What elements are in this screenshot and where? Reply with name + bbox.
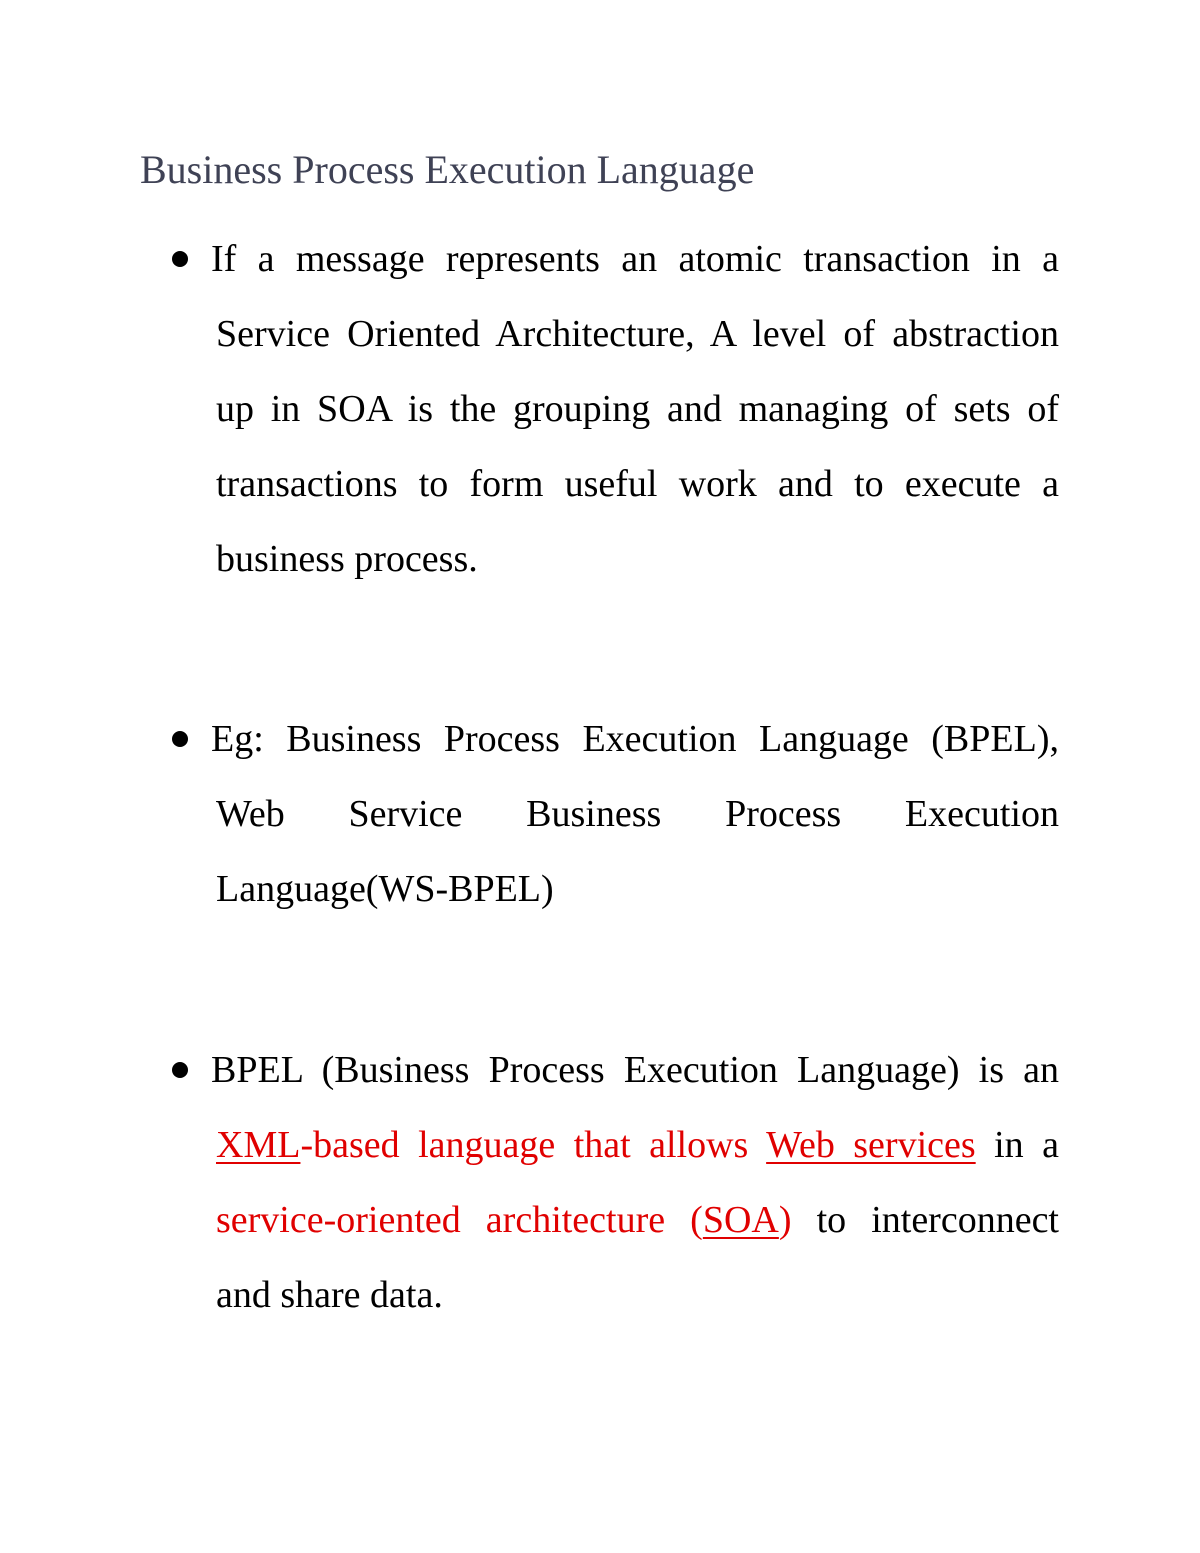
bullet-item-1 (172, 222, 1059, 597)
bullet-text-3 (211, 1033, 1060, 1333)
soa-close-paren: ) (778, 1199, 792, 1241)
document-title: Business Process Execution Language (140, 147, 755, 192)
in-a-text: in a (975, 1124, 1060, 1166)
soa-phrase-text: service-oriented architecture ( (216, 1199, 703, 1241)
bpel-tail-text: to interconnect and share data. (216, 1199, 1059, 1316)
soa-link[interactable]: SOA (702, 1199, 779, 1241)
bullet-text-1: If a message represents an atomic transaction in a Service Oriented Architecture, A level of abstraction up in SOA is the grouping and managing of sets of transactions to form useful work and to execute a business process. (211, 238, 1059, 580)
bullet-dot-icon (172, 731, 188, 747)
xml-link[interactable]: XML (216, 1124, 301, 1166)
bullet-item-2 (172, 702, 1059, 927)
bpel-lead-text: BPEL (Business Process Execution Language) is an (211, 1049, 1059, 1091)
bullet-dot-icon (172, 251, 188, 267)
based-language-text: -based language that allows (300, 1124, 767, 1166)
bullet-dot-icon (172, 1062, 188, 1078)
web-services-link[interactable]: Web services (766, 1124, 976, 1166)
bullet-text-2: Eg: Business Process Execution Language (BPEL), Web Service Business Process Execution Language(WS-BPEL) (211, 718, 1059, 910)
bullet-item-3 (172, 1033, 1059, 1333)
